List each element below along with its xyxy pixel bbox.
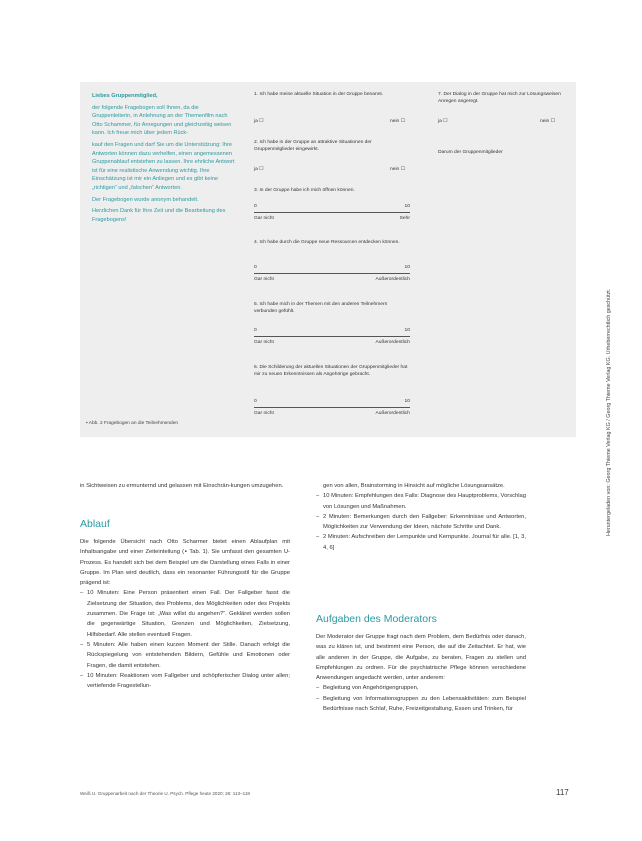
scale-line[interactable] [254,273,410,274]
figure-caption: ▪ Abb. 2 Fragebogen an die Teilnehmenden [86,421,179,426]
scale-min-label: 0 [254,328,257,333]
q7-no-checkbox[interactable]: nein ☐ [540,119,555,124]
scale-left-label: Gar nicht [254,277,274,282]
ablauf-list [80,588,290,691]
scale-right-label: Außerordentlich [375,277,410,282]
page-number: 117 [556,788,569,797]
q2-no-checkbox[interactable]: nein ☐ [390,167,405,172]
continued-paragraph: gen von allen, Brainstorming in Hinsicht auf mögliche Lösungsansätze. [323,483,505,489]
scale-left-label: Gar nicht [254,340,274,345]
scale-right-label: Sehr [399,216,410,221]
list-item: – 10 Minuten: Reaktionen vom Fallgeber und schöpferischer Dialog unter allen; vertiefende Fragestellun- [87,671,290,692]
moderator-paragraph: Der Moderator der Gruppe fragt nach dem Problem, dem Bedürfnis oder danach, was zu klären ist, und bestimmt eine Person, die auf die Zeitachtet. Er hat, wie alle anderen in der Gruppe, die Aufgabe, zu beraten, Fragen zu stellen und Empfehlungen zu ordnen. Für die psychiatrische Pflege können verschiedene Anwendungen angedacht werden, unter anderem: [316,634,526,682]
scale-right-label: Außerordentlich [375,340,410,345]
intro-text-1: der folgende Fragebogen soll Ihnen, da die Gruppenleiterin, in Anlehnung an der Themenfilm nach Otto Schammer, für Anregungen und gleichzeitig weisen kann. Ich freue mich über jedem Rück- [92,104,232,137]
q2-yes-checkbox[interactable]: ja ☐ [254,167,264,172]
left-column-intro [80,481,290,491]
left-column-body [80,537,290,691]
scale-line[interactable] [254,212,410,213]
list-item: – 10 Minuten: Empfehlungen des Falls: Diagnose des Hauptproblems, Vorschlag von Lösungen und Maßnahmen. [323,491,526,512]
q1-no-checkbox[interactable]: nein ☐ [390,119,405,124]
question-5: 5. Ich habe mich in der Themen mit den anderen Teilnehmern verbunden gefühlt. [254,302,388,314]
scale-right-label: Außerordentlich [375,411,410,416]
left-intro-paragraph: in Sichtweisen zu ermunternd und gelassen mit Einschrän-kungen umzugehen. [80,483,284,489]
scale-left-label: Gar nicht [254,216,274,221]
q6-scale[interactable] [254,399,410,416]
intro-text-3: Der Fragebogen wurde anonym behandelt. [92,196,199,203]
scale-max-label: 10 [404,265,410,270]
q7-yes-checkbox[interactable]: ja ☐ [438,119,448,124]
right-column-body [316,632,526,714]
scale-left-label: Gar nicht [254,411,274,416]
heading-ablauf: Ablauf [80,518,110,530]
list-item: – 5 Minuten: Alle haben einen kurzen Moment der Stille. Danach erfolgt die Rückspiegelung von entstehenden Bildern, Gefühle und Emotionen oder Fragen, die damit entstehen. [87,640,290,671]
q1-yes-checkbox[interactable]: ja ☐ [254,119,264,124]
ablauf-paragraph: Die folgende Übersicht nach Otto Scharmer bietet einen Ablaufplan mit Inhaltsangabe und einer Zeiteinteilung (▪ Tab. 1). Sie umfasst den gesamten U-Prozess. Es handelt sich bei dem Beispiel um die Darstellung eines Falls in einer Gruppe. Im Plan wird deutlich, dass ein resonanter Führungsstil für die Gruppe prägend ist: [80,539,290,587]
list-item: – Begleitung von Angehörigengruppen, [323,683,526,693]
right-column-top [316,481,526,553]
intro-text-2: kauf den Fragen und darf Sie um die Unterstützung: Ihre Antworten können dazu verhelfen, einen angemessenen Gruppenablauf entstehen zu lassen. Ihre ehrliche Antwort ist für eine realistische Anwendung wichtig. Ihre Einschätzung ist mir ein Anliegen und es gibt keine „richtigen“ und „falschen“ Antworten. [92,141,235,191]
question-1: 1. Ich habe meine aktuelle Situation in der Gruppe benannt. [254,92,384,97]
scale-max-label: 10 [404,399,410,404]
question-4: 4. Ich habe durch die Gruppe neue Ressourcen entdecken können. [254,240,400,245]
footer-citation: Weiß U. Gruppenarbeit nach der Theorie U. Psych. Pflege heute 2020; 26: 113–118 [80,791,250,796]
intro-text-4: Herzlichen Dank für Ihre Zeit und die Bearbeitung des Fragebogens! [92,208,226,223]
intro-title: Liebes Gruppenmitglied, [92,93,158,99]
scale-min-label: 0 [254,204,257,209]
q5-scale[interactable] [254,328,410,345]
q3-scale[interactable] [254,204,410,221]
question-7-note: Darum der Gruppenmitglieder [438,150,503,155]
heading-moderator: Aufgaben des Moderators [316,613,437,625]
scale-max-label: 10 [404,328,410,333]
question-7: 7. Der Dialog in der Gruppe hat mich zur Lösungsweisen Anregen angeregt. [438,92,561,104]
question-2: 2. Ich habe in der Gruppe an attraktive Situationen der Gruppenmitglieder eingewirkt. [254,140,372,152]
scale-max-label: 10 [404,204,410,209]
list-item: – 2 Minuten: Aufschreiben der Lernpunkte und Kernpunkte. Journal für alle. [1, 3, 4, 6] [323,532,526,553]
right-list [316,491,526,553]
question-6: 6. Die Schilderung der aktuellen Situationen der Gruppenmitglieder hat mir zu neuen Erkenntnissen als Angehörige gebracht. [254,365,408,377]
scale-line[interactable] [254,336,410,337]
list-item: – 10 Minuten: Eine Person präsentiert einen Fall. Der Fallgeber fasst die Zielsetzung der Situation, des Problems, des Möglichkeiten oder des Projekts zusammen. Die Frage ist: „Was willst du angehen?“. Gekläret werden sollen die gegenwärtige Situation, Grenzen und Möglichkeiten, Zielsetzung, Hilfsbedarf. Alle stellen eventuell Fragen. [87,588,290,639]
list-item: – 2 Minuten: Bemerkungen durch den Fallgeber: Erkenntnisse und Antworten, Möglichkeiten zur Verwendung der Ideen, nächste Schritte und Dank. [323,512,526,533]
question-3: 3. In der Gruppe habe ich mich öffnen können. [254,188,355,193]
list-item: – Begleitung von Informationsgruppen zu den Lebensaktivitäten: zum Beispiel Bedürfnisse nach Schlaf, Ruhe, Freizeitgestaltung, Essen und Trinken, für [323,694,526,715]
download-side-note: Heruntergeladen von: Georg Thieme Verlag KG / Georg Thieme Verlag KG. Urheberrechtlich geschützt. [606,288,612,536]
scale-min-label: 0 [254,265,257,270]
moderator-list [316,683,526,714]
questionnaire-intro [92,92,238,227]
scale-line[interactable] [254,407,410,408]
q4-scale[interactable] [254,265,410,282]
scale-min-label: 0 [254,399,257,404]
